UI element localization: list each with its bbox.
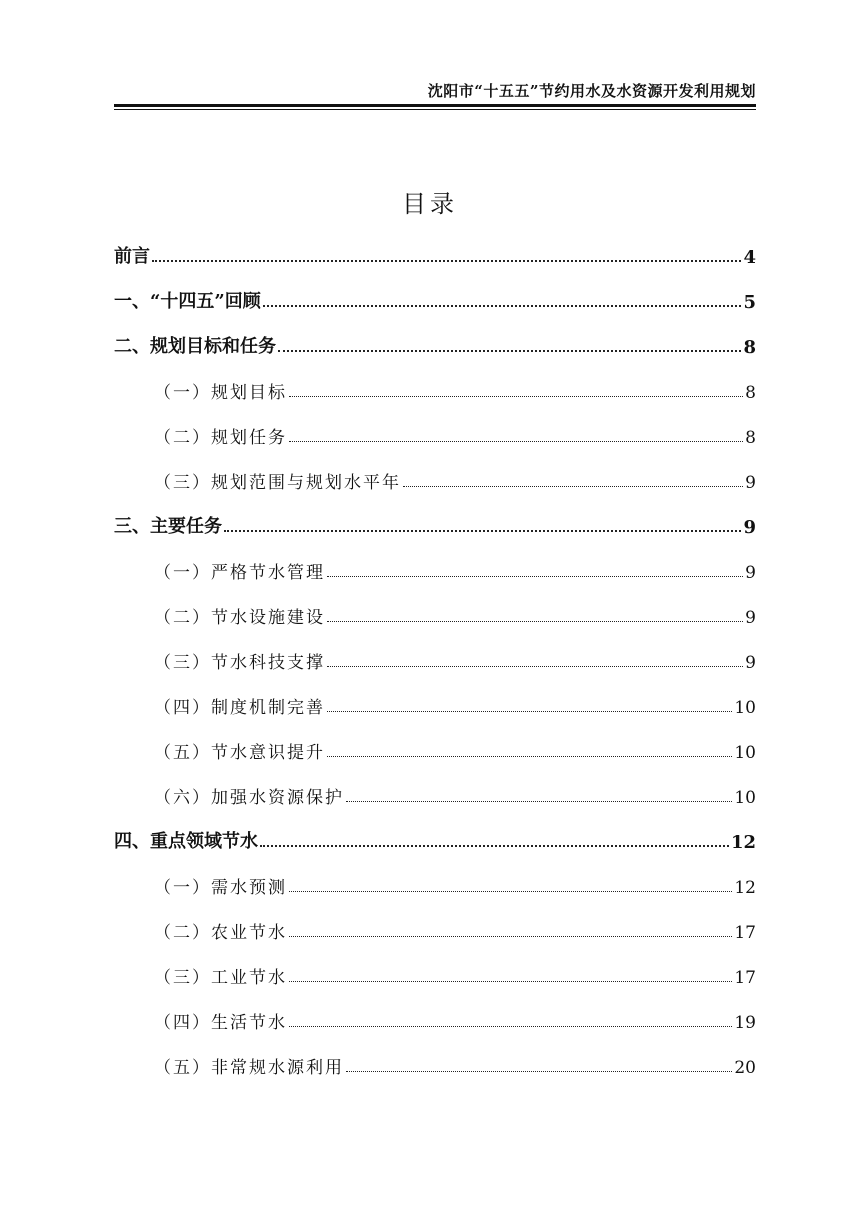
dot-leader [278,350,741,352]
toc-entry[interactable] [114,240,756,268]
toc-entry-label: （三）节水科技支撑 [154,653,325,673]
toc-entry-page-number: 9 [745,653,756,673]
toc-title: 目录 [402,190,458,218]
toc-entry-page-number: 8 [745,428,756,448]
toc-entry[interactable] [114,915,756,943]
toc-entry-page-number: 10 [734,788,756,808]
dot-leader [289,981,732,982]
toc-entry-page-number: 9 [743,517,756,538]
toc-entry-label: 一、“十四五”回顾 [114,291,261,312]
toc-entry-label: 三、主要任务 [114,516,222,537]
dot-leader [327,756,732,757]
toc-entry-label: （四）制度机制完善 [154,698,325,718]
dot-leader [327,576,743,577]
toc-entry-label: （三）工业节水 [154,968,287,988]
dot-leader [152,260,741,262]
toc-entry-page-number: 17 [734,923,756,943]
toc-entry[interactable] [114,555,756,583]
dot-leader [289,891,732,892]
toc-entry-page-number: 5 [743,292,756,313]
dot-leader [263,305,742,307]
dot-leader [289,396,743,397]
running-header: 沈阳市“十五五”节约用水及水资源开发利用规划 [427,82,756,100]
toc-entry-label: （一）严格节水管理 [154,563,325,583]
toc-entry-label: （二）节水设施建设 [154,608,325,628]
toc-entry-label: （一）规划目标 [154,383,287,403]
toc-entry-label: （二）农业节水 [154,923,287,943]
toc-entry-page-number: 19 [734,1013,756,1033]
toc-entry-page-number: 10 [734,698,756,718]
toc-entry[interactable] [114,645,756,673]
toc-entry-page-number: 12 [734,878,756,898]
header-rule-thick [114,104,756,107]
toc-entry-label: （六）加强水资源保护 [154,788,344,808]
dot-leader [327,666,743,667]
toc-entry[interactable] [114,960,756,988]
dot-leader [403,486,743,487]
toc-entry-label: 四、重点领域节水 [114,831,258,852]
toc-entry-label: （三）规划范围与规划水平年 [154,473,401,493]
toc-entry-page-number: 9 [745,608,756,628]
dot-leader [289,441,743,442]
dot-leader [224,530,741,532]
toc-entry[interactable] [114,285,756,313]
toc-entry-page-number: 8 [745,383,756,403]
toc-entry[interactable] [114,780,756,808]
toc-entry[interactable] [114,1005,756,1033]
dot-leader [289,1026,732,1027]
toc-entry-label: （五）节水意识提升 [154,743,325,763]
toc-entry[interactable] [114,465,756,493]
toc-entry-page-number: 9 [745,563,756,583]
toc-entry[interactable] [114,690,756,718]
toc-entry[interactable] [114,600,756,628]
toc-entry[interactable] [114,375,756,403]
toc-entry-page-number: 10 [734,743,756,763]
toc-entry-page-number: 17 [734,968,756,988]
toc-entry-page-number: 12 [730,832,756,853]
toc-entry-label: （五）非常规水源利用 [154,1058,344,1078]
dot-leader [327,621,743,622]
toc-entry-label: 前言 [114,246,150,267]
dot-leader [327,711,732,712]
toc-entry-label: （二）规划任务 [154,428,287,448]
toc-entry[interactable] [114,510,756,538]
header-rule-thin [114,109,756,110]
toc-entry-page-number: 9 [745,473,756,493]
toc-entry-label: （四）生活节水 [154,1013,287,1033]
toc-entry-label: 二、规划目标和任务 [114,336,276,357]
toc-entry-page-number: 20 [734,1058,756,1078]
toc-entry-label: （一）需水预测 [154,878,287,898]
toc-entry[interactable] [114,735,756,763]
toc-entry[interactable] [114,330,756,358]
toc-entry-page-number: 8 [743,337,756,358]
toc-entry[interactable] [114,420,756,448]
dot-leader [346,801,732,802]
dot-leader [260,845,729,847]
dot-leader [289,936,732,937]
toc-entry[interactable] [114,825,756,853]
toc-entry-page-number: 4 [743,247,756,268]
toc-entry[interactable] [114,870,756,898]
toc-entry[interactable] [114,1050,756,1078]
dot-leader [346,1071,732,1072]
